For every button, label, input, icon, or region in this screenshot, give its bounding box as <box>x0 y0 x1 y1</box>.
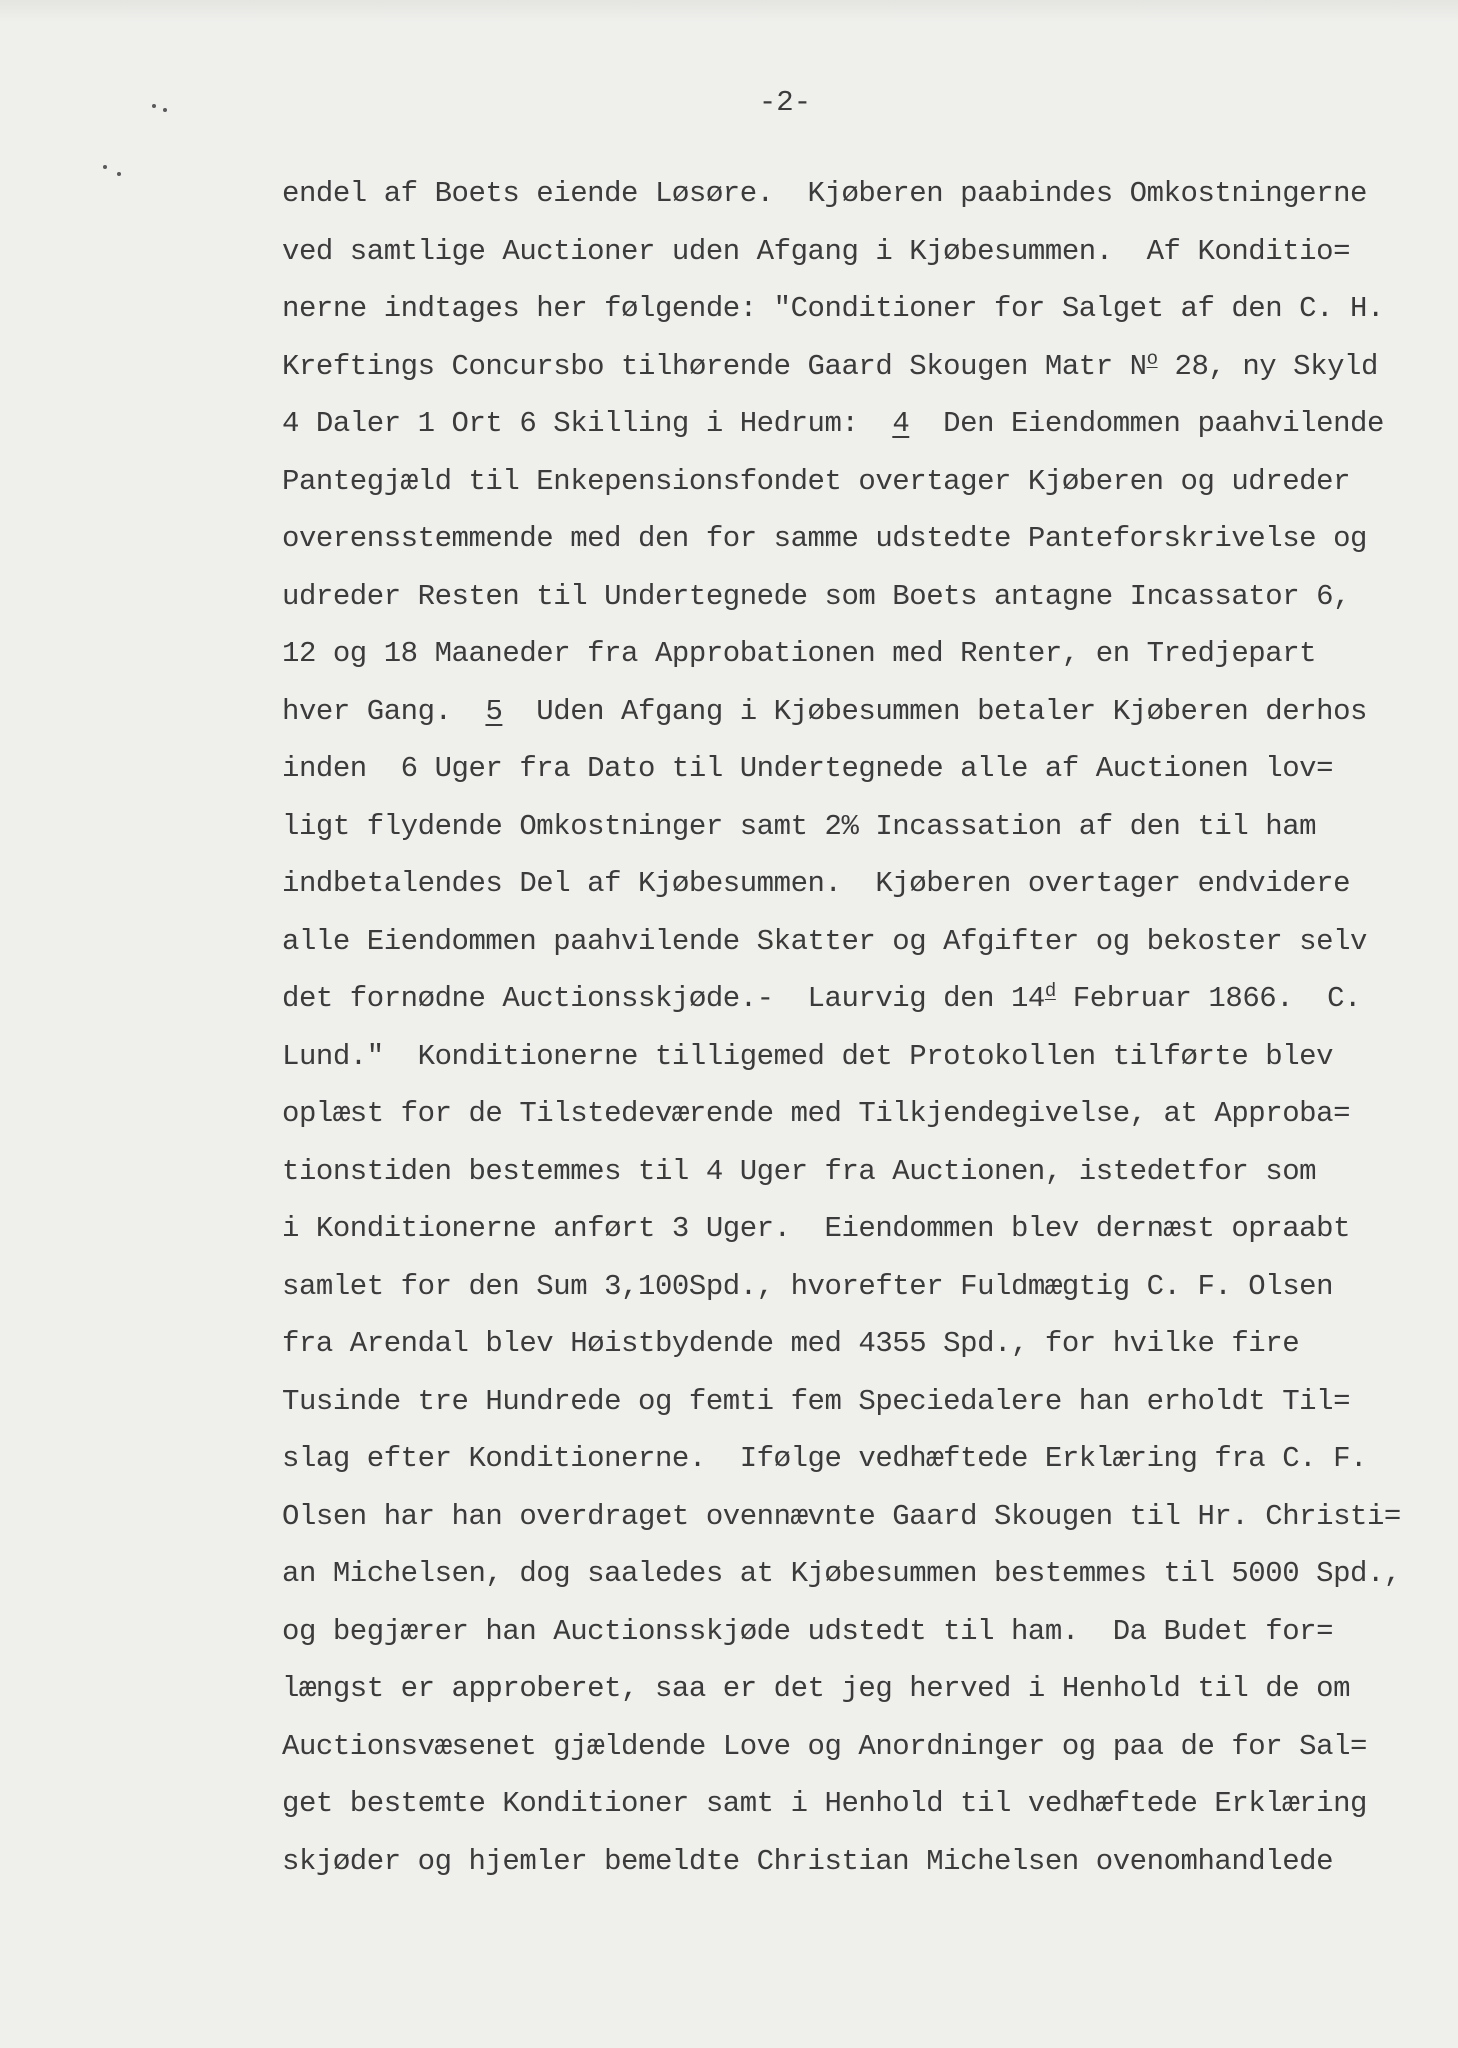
text-line: overensstemmende med den for samme udstedte Panteforskrivelse og <box>282 522 1367 555</box>
superscript: o <box>1146 347 1158 370</box>
text-line: get bestemte Konditioner samt i Henhold til vedhæftede Erklæring <box>282 1787 1367 1820</box>
text-line: skjøder og hjemler bemeldte Christian Michelsen ovenomhandlede <box>282 1844 1334 1878</box>
scan-edge-shadow <box>0 0 1458 22</box>
section-number: 5 <box>485 694 503 728</box>
text-line: 4 Daler 1 Ort 6 Skilling i Hedrum: 4 Den Eiendommen paahvilende <box>282 407 1384 440</box>
text-line: oplæst for de Tilstedeværende med Tilkjendegivelse, at Approba= <box>282 1097 1351 1130</box>
text-line: Pantegjæld til Enkepensionsfondet overtager Kjøberen og udreder <box>282 464 1351 498</box>
text-line: Olsen har han overdraget ovennævnte Gaard Skougen til Hr. Christi= <box>282 1499 1401 1533</box>
text-line: fra Arendal blev Høistbydende med 4355 Spd., for hvilke fire <box>282 1327 1300 1360</box>
text-line: alle Eiendommen paahvilende Skatter og Afgifter og bekoster selv <box>282 924 1367 958</box>
text-line: længst er approberet, saa er det jeg herved i Henhold til de om <box>282 1672 1351 1705</box>
superscript: d <box>1044 980 1056 1002</box>
text-line: i Konditionerne anført 3 Uger. Eiendommen blev dernæst opraabt <box>282 1212 1351 1245</box>
text-line: tionstiden bestemmes til 4 Uger fra Auctionen, istedetfor som <box>282 1154 1317 1188</box>
text-line: det fornødne Auctionsskjøde.- Laurvig den 14$^d$ Februar 1866. C. <box>282 980 1361 1015</box>
text-line: Auctionsvæsenet gjældende Love og Anordninger og paa de for Sal= <box>282 1729 1367 1763</box>
text-line: Kreftings Concursbo tilhørende Gaard Skougen Matr $N^o$ 28, ny Skyld <box>282 347 1378 383</box>
text-line: hver Gang. 5 Uden Afgang i Kjøbesummen betaler Kjøberen derhos <box>282 694 1367 728</box>
text-line: Tusinde tre Hundrede og femti fem Speciedalere han erholdt Til= <box>282 1384 1351 1418</box>
text-line: Lund." Konditionerne tilligemed det Protokollen tilførte blev <box>282 1039 1334 1073</box>
text-line: samlet for den Sum 3,100Spd., hvorefter Fuldmægtig C. F. Olsen <box>282 1269 1334 1303</box>
text-line: indbetalendes Del af Kjøbesummen. Kjøberen overtager endvidere <box>282 867 1351 900</box>
page-number: -2- <box>758 86 812 119</box>
text-line: ligt flydende Omkostninger samt 2% Incassation af den til ham <box>282 809 1317 843</box>
text-line: 12 og 18 Maaneder fra Approbationen med Renter, en Tredjepart <box>282 637 1317 670</box>
text-line: slag efter Konditionerne. Ifølge vedhæftede Erklæring fra C. F. <box>282 1442 1367 1475</box>
text-line: an Michelsen, dog saaledes at Kjøbesummen bestemmes til 5000 Spd., <box>282 1557 1401 1590</box>
scan-speck <box>117 172 121 176</box>
section-number: 4 <box>892 407 910 440</box>
text-line: udreder Resten til Undertegnede som Boets antagne Incassator 6, <box>282 579 1351 613</box>
text-line: og begjærer han Auctionsskjøde udstedt til ham. Da Budet for= <box>282 1614 1334 1648</box>
text-line: nerne indtages her følgende: "Conditioner for Salget af den C. H. <box>282 292 1384 325</box>
scan-speck <box>103 165 107 169</box>
document-text <box>282 165 1442 1890</box>
text-line: ved samtlige Auctioner uden Afgang i Kjøbesummen. Af Konditio= <box>282 234 1351 268</box>
text-line: endel af Boets eiende Løsøre. Kjøberen paabindes Omkostningerne <box>282 177 1367 210</box>
text-line: inden 6 Uger fra Dato til Undertegnede alle af Auctionen lov= <box>282 752 1334 785</box>
